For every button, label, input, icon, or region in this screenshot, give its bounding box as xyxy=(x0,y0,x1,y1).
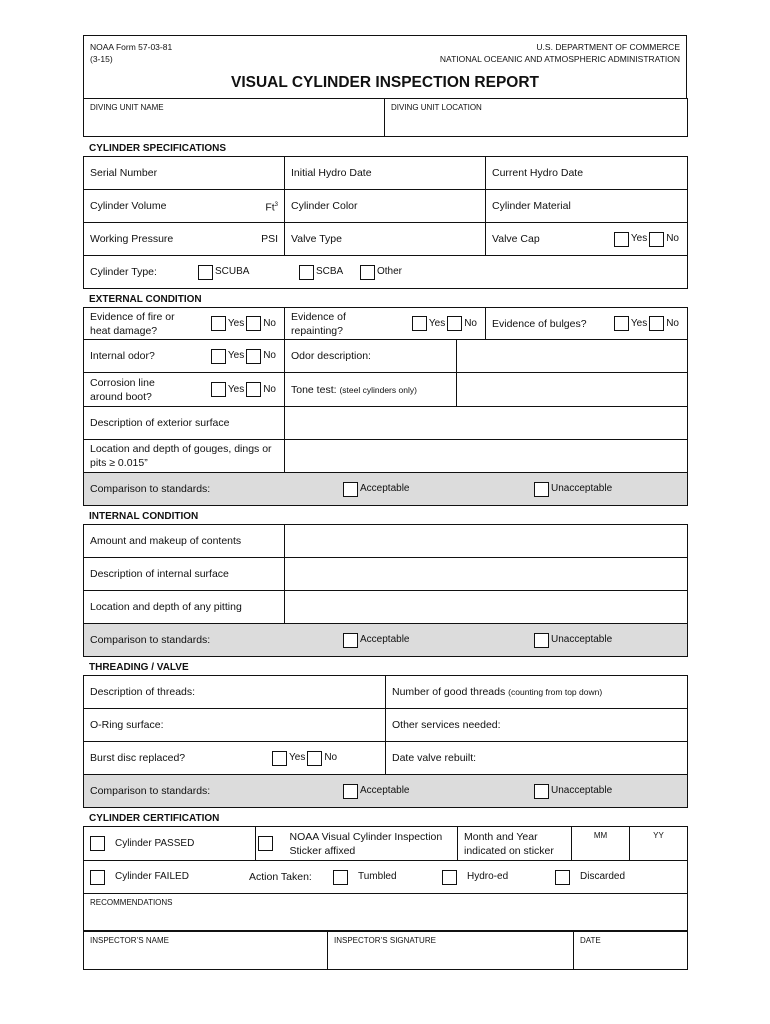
month-label: MM xyxy=(593,831,608,840)
sticker-label-cell xyxy=(286,827,458,861)
tone-test-field[interactable] xyxy=(457,373,688,407)
threading-acceptable-checkbox[interactable] xyxy=(343,784,358,799)
tone-test-label: Tone test: xyxy=(291,383,337,396)
internal-comparison-row xyxy=(84,624,688,657)
diving-unit-table xyxy=(83,98,688,137)
date-field[interactable] xyxy=(574,932,688,970)
internal-acceptable-checkbox[interactable] xyxy=(343,633,358,648)
yes-label: Yes xyxy=(428,317,446,329)
form-header xyxy=(83,35,687,98)
month-year-label-cell xyxy=(458,827,572,861)
valve-type-field[interactable] xyxy=(285,223,486,256)
burst-disc-label: Burst disc replaced? xyxy=(90,751,186,764)
internal-table xyxy=(83,524,688,657)
threading-table xyxy=(83,675,688,808)
odor-description-field[interactable] xyxy=(457,340,688,373)
certification-heading: CYLINDER CERTIFICATION xyxy=(89,813,220,824)
diving-unit-location-label: DIVING UNIT LOCATION xyxy=(391,103,482,112)
bulges-label: Evidence of bulges? xyxy=(492,317,587,330)
internal-odor-field xyxy=(84,340,285,373)
current-hydro-date-field[interactable] xyxy=(486,157,688,190)
cylinder-type-label: Cylinder Type: xyxy=(90,265,157,278)
scuba-checkbox[interactable] xyxy=(198,265,213,280)
pitting-label: Location and depth of any pitting xyxy=(90,601,242,613)
unacceptable-label: Unacceptable xyxy=(551,634,613,645)
form-revision: (3-15) xyxy=(90,54,113,64)
yes-label: Yes xyxy=(227,317,245,329)
department-name: U.S. DEPARTMENT OF COMMERCE xyxy=(536,42,680,52)
exterior-surface-label-cell xyxy=(84,407,285,440)
inspection-form xyxy=(83,35,687,970)
year-label: YY xyxy=(653,831,664,840)
recommendations-label: RECOMMENDATIONS xyxy=(90,898,173,907)
sticker-checkbox-cell xyxy=(256,827,286,861)
cylinder-material-field[interactable] xyxy=(486,190,688,223)
diving-unit-name-label: DIVING UNIT NAME xyxy=(90,103,164,112)
volume-unit: Ft xyxy=(265,201,275,214)
internal-surface-label-cell xyxy=(84,558,285,591)
volume-unit-exponent: 3 xyxy=(274,201,278,208)
yes-label: Yes xyxy=(630,317,648,329)
external-heading: EXTERNAL CONDITION xyxy=(89,294,202,305)
tumbled-label: Tumbled xyxy=(358,871,397,882)
discarded-checkbox[interactable] xyxy=(555,870,570,885)
no-label: No xyxy=(263,317,276,329)
other-services-field[interactable] xyxy=(386,709,688,742)
specs-heading: CYLINDER SPECIFICATIONS xyxy=(89,143,227,154)
threading-comparison-row xyxy=(84,775,688,808)
form-title: VISUAL CYLINDER INSPECTION REPORT xyxy=(230,74,540,91)
external-comparison-row xyxy=(84,473,688,506)
fire-no-checkbox[interactable] xyxy=(246,316,261,331)
internal-unacceptable-checkbox[interactable] xyxy=(534,633,549,648)
cylinder-type-row xyxy=(84,256,688,289)
repaint-yes-checkbox[interactable] xyxy=(412,316,427,331)
pitting-label-cell xyxy=(84,591,285,624)
contents-label-cell xyxy=(84,525,285,558)
acceptable-label: Acceptable xyxy=(360,785,410,796)
threading-unacceptable-checkbox[interactable] xyxy=(534,784,549,799)
threads-field[interactable] xyxy=(84,676,386,709)
diving-unit-location-field[interactable] xyxy=(385,99,688,137)
corrosion-field xyxy=(84,373,285,407)
scba-checkbox[interactable] xyxy=(299,265,314,280)
burst-disc-field xyxy=(84,742,386,775)
current-hydro-label: Current Hydro Date xyxy=(492,167,584,179)
recommendations-field[interactable] xyxy=(84,894,688,931)
yes-label: Yes xyxy=(227,383,245,395)
unacceptable-label: Unacceptable xyxy=(551,483,613,494)
external-table xyxy=(83,307,688,506)
internal-odor-label: Internal odor? xyxy=(90,350,155,362)
yes-label: Yes xyxy=(227,350,245,361)
scba-label: SCBA xyxy=(316,266,344,277)
internal-heading: INTERNAL CONDITION xyxy=(89,511,199,522)
good-threads-field[interactable] xyxy=(386,676,688,709)
valve-type-label: Valve Type xyxy=(291,233,342,245)
certification-table xyxy=(83,826,688,931)
yes-label: Yes xyxy=(289,752,306,763)
initial-hydro-date-field[interactable] xyxy=(285,157,486,190)
contents-field[interactable] xyxy=(285,525,688,558)
pitting-field[interactable] xyxy=(285,591,688,624)
passed-checkbox[interactable] xyxy=(90,836,105,851)
no-label: No xyxy=(324,752,338,763)
gouges-label-cell xyxy=(84,440,285,473)
threads-label: Description of threads: xyxy=(90,686,196,698)
no-label: No xyxy=(263,383,276,395)
hydroed-checkbox[interactable] xyxy=(442,870,457,885)
repaint-no-checkbox[interactable] xyxy=(447,316,462,331)
sticker-checkbox[interactable] xyxy=(258,836,273,851)
date-rebuilt-label: Date valve rebuilt: xyxy=(392,752,477,764)
color-label: Cylinder Color xyxy=(291,200,358,212)
burst-no-checkbox[interactable] xyxy=(307,751,322,766)
passed-label: Cylinder PASSED xyxy=(115,837,195,849)
valve-cap-yes-checkbox[interactable] xyxy=(614,232,629,247)
failed-checkbox[interactable] xyxy=(90,870,105,885)
action-taken-label: Action Taken: xyxy=(249,870,312,883)
good-threads-label: Number of good threads xyxy=(392,686,506,698)
external-unacceptable-checkbox[interactable] xyxy=(534,482,549,497)
discarded-label: Discarded xyxy=(580,871,626,882)
no-label: No xyxy=(666,317,679,329)
inspector-name-label: INSPECTOR’S NAME xyxy=(90,936,169,945)
other-services-label: Other services needed: xyxy=(392,719,501,731)
bulges-field xyxy=(486,308,688,340)
serial-number-label: Serial Number xyxy=(90,167,158,179)
inspector-table xyxy=(83,931,688,970)
gouges-field[interactable] xyxy=(285,440,688,473)
comparison-label: Comparison to standards: xyxy=(90,784,211,797)
fire-damage-label: Evidence of fire or heat damage? xyxy=(90,310,175,337)
contents-label: Amount and makeup of contents xyxy=(90,535,242,547)
sticker-label: NOAA Visual Cylinder Inspection Sticker affixed xyxy=(289,830,443,857)
external-acceptable-checkbox[interactable] xyxy=(343,482,358,497)
month-field[interactable] xyxy=(572,827,630,861)
burst-yes-checkbox[interactable] xyxy=(272,751,287,766)
date-rebuilt-field[interactable] xyxy=(386,742,688,775)
valve-cap-label: Valve Cap xyxy=(492,233,540,245)
yes-label: Yes xyxy=(630,233,648,244)
specs-table xyxy=(83,156,688,289)
other-type-checkbox[interactable] xyxy=(360,265,375,280)
oring-field[interactable] xyxy=(84,709,386,742)
fire-yes-checkbox[interactable] xyxy=(211,316,226,331)
agency-name: NATIONAL OCEANIC AND ATMOSPHERIC ADMINISTRATION xyxy=(439,54,680,64)
acceptable-label: Acceptable xyxy=(360,634,410,645)
inspector-signature-label: INSPECTOR’S SIGNATURE xyxy=(334,936,436,945)
acceptable-label: Acceptable xyxy=(360,483,410,494)
corrosion-no-checkbox[interactable] xyxy=(246,382,261,397)
tumbled-checkbox[interactable] xyxy=(333,870,348,885)
no-label: No xyxy=(263,350,276,361)
volume-label: Cylinder Volume xyxy=(90,200,167,212)
good-threads-note: (counting from top down) xyxy=(508,687,603,697)
bulges-no-checkbox[interactable] xyxy=(649,316,664,331)
threading-heading: THREADING / VALVE xyxy=(89,662,189,673)
odor-no-checkbox[interactable] xyxy=(246,349,261,364)
tone-test-note: (steel cylinders only) xyxy=(339,384,417,395)
exterior-surface-label: Description of exterior surface xyxy=(90,417,230,429)
date-label: DATE xyxy=(580,936,601,945)
fire-damage-field xyxy=(84,308,285,340)
form-number: NOAA Form 57-03-81 xyxy=(90,42,173,52)
comparison-label: Comparison to standards: xyxy=(90,633,211,646)
exterior-surface-field[interactable] xyxy=(285,407,688,440)
comparison-label: Comparison to standards: xyxy=(90,482,211,495)
inspector-name-field[interactable] xyxy=(84,932,328,970)
hydroed-label: Hydro-ed xyxy=(467,871,509,882)
repainting-field xyxy=(285,308,486,340)
valve-cap-no-checkbox[interactable] xyxy=(649,232,664,247)
failed-label: Cylinder FAILED xyxy=(115,871,189,882)
scuba-label: SCUBA xyxy=(215,266,250,277)
no-label: No xyxy=(666,233,679,244)
serial-number-field[interactable] xyxy=(84,157,285,190)
month-year-label: Month and Year indicated on sticker xyxy=(464,830,554,857)
odor-description-label-cell xyxy=(285,340,457,373)
no-label: No xyxy=(464,317,477,329)
corrosion-label: Corrosion line around boot? xyxy=(90,376,155,403)
inspector-signature-field[interactable] xyxy=(328,932,574,970)
unacceptable-label: Unacceptable xyxy=(551,785,613,796)
bulges-yes-checkbox[interactable] xyxy=(614,316,629,331)
internal-surface-field[interactable] xyxy=(285,558,688,591)
repainting-label: Evidence of repainting? xyxy=(291,310,346,337)
odor-description-label: Odor description: xyxy=(291,350,371,362)
odor-yes-checkbox[interactable] xyxy=(211,349,226,364)
valve-cap-field xyxy=(486,223,688,256)
oring-label: O-Ring surface: xyxy=(90,719,164,731)
cylinder-color-field[interactable] xyxy=(285,190,486,223)
pressure-unit: PSI xyxy=(261,233,278,245)
passed-field xyxy=(84,827,256,861)
tone-test-label-cell xyxy=(285,373,457,407)
material-label: Cylinder Material xyxy=(492,200,571,212)
working-pressure-field[interactable] xyxy=(84,223,285,256)
gouges-label: Location and depth of gouges, dings or pits ≥ 0.015” xyxy=(90,443,272,469)
year-field[interactable] xyxy=(630,827,688,861)
corrosion-yes-checkbox[interactable] xyxy=(211,382,226,397)
diving-unit-name-field[interactable] xyxy=(84,99,385,137)
initial-hydro-label: Initial Hydro Date xyxy=(291,167,372,179)
other-type-label: Other xyxy=(377,266,403,277)
pressure-label: Working Pressure xyxy=(90,233,174,245)
failed-row xyxy=(84,861,688,894)
internal-surface-label: Description of internal surface xyxy=(90,568,229,580)
cylinder-volume-field[interactable] xyxy=(84,190,285,223)
